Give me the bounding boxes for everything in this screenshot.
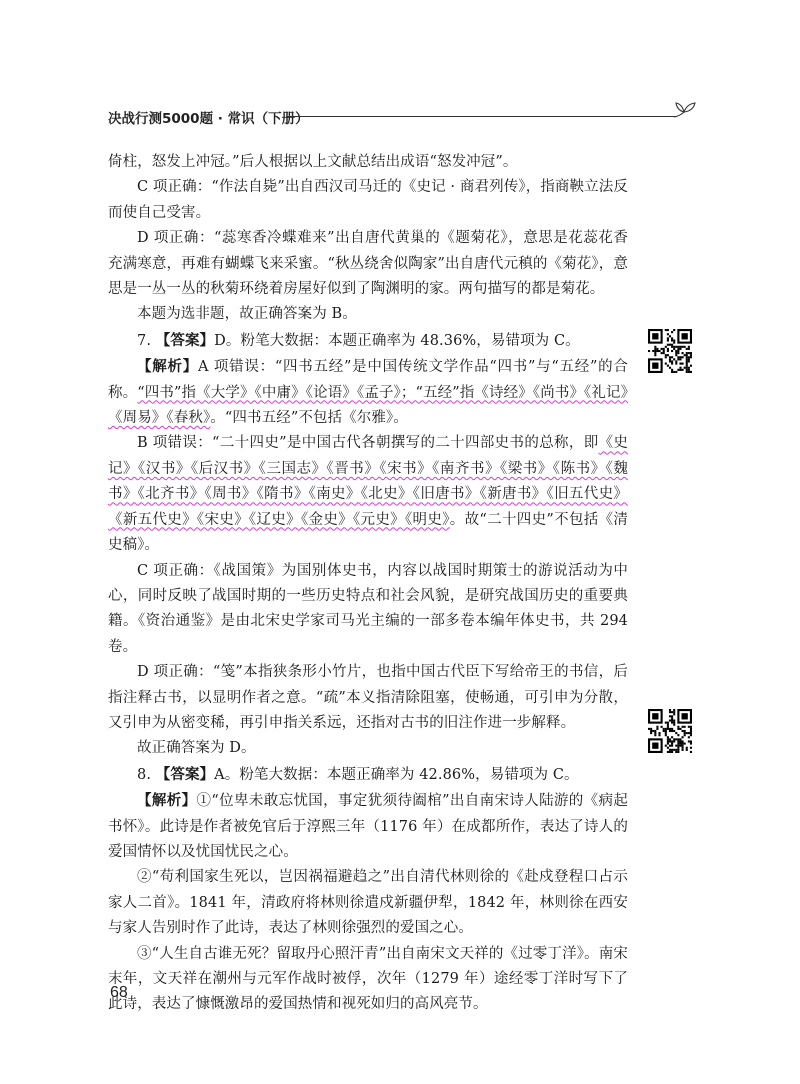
- highlighted-text: 《史记》《汉书》《后汉书》《三国志》《晋书》《宋书》《南齐书》《梁书》《陈书》《魏书》《北齐书》《周书》《隋书》《南史》《北史》《旧唐书》《新唐书》《旧五代史》《新五代史》《宋史》《辽史》《金史》《元史》《明史》: [108, 435, 629, 528]
- text-run: 8.: [137, 766, 156, 783]
- text-run: D 项正确：“蕊寒香冷蝶难来”出自唐代黄巢的《题菊花》，意思是花蕊花香充满寒意，再难有蝴蝶飞来采蜜。“秋丛绕舍似陶家”出自唐代元稹的《菊花》，意思是一丛一丛的秋菊环绕着房屋好似到了陶渊明的家。两句描写的都是菊花。: [108, 230, 628, 298]
- paragraph: [108, 150, 628, 175]
- paragraph: [108, 736, 628, 761]
- paragraph: [108, 942, 628, 1018]
- paragraph: [108, 302, 628, 327]
- paragraph: [108, 865, 628, 941]
- paragraph: [108, 354, 628, 431]
- paragraph: [108, 328, 628, 354]
- text-run: ②“苟利国家生死以，岂因祸福避趋之”出自清代林则徐的《赴戍登程口占示家人二首》。1841 年，清政府将林则徐遣戍新疆伊犁，1842 年，林则徐在西安与家人告别时作了此诗，表达了林则徐强烈的爱国之心。: [108, 869, 628, 937]
- highlighted-text: “四书”指《大学》《中庸》《论语》《孟子》；“五经”指《诗经》《尚书》《礼记》《周易》《春秋》: [108, 384, 628, 427]
- text-run: 倚柱，怒发上冲冠。”后人根据以上文献总结出成语“怒发冲冠”。: [108, 154, 518, 170]
- text-run: ③“人生自古谁无死？留取丹心照汗青”出自南宋文天祥的《过零丁洋》。南宋末年，文天祥在潮州与元军作战时被俘，次年（1279 年）途经零丁洋时写下了此诗，表达了慷慨激昂的爱国热情和视死如归的高风亮节。: [108, 945, 628, 1013]
- text-run: A 项错误：“四书五经”是中国传统文学作品“四书”与“五经”的合称。: [108, 359, 628, 401]
- paragraph: [108, 431, 628, 558]
- sprout-icon: [672, 100, 698, 124]
- text-run: D。粉笔大数据：本题正确率为 48.36%，易错项为 C。: [214, 332, 580, 349]
- paragraph: [108, 559, 628, 661]
- text-run: D 项正确：“笺”本指狭条形小竹片，也指中国古代臣下写给帝王的书信，后指注释古书，以显明作者之意。“疏”本义指清除阻塞，使畅通，可引申为分散，又引申为从密变稀，再引申指关系远，还指对古书的旧注作进一步解释。: [108, 664, 628, 731]
- text-run: 。“四书五经”不包括《尔雅》。: [210, 410, 408, 427]
- section-marker: 【答案】: [155, 765, 215, 783]
- text-run: B 项错误：“二十四史”是中国古代各朝撰写的二十四部史书的总称，即: [137, 435, 599, 452]
- paragraph: [108, 788, 628, 865]
- qr-code-icon[interactable]: [648, 329, 692, 373]
- text-run: C 项正确：《战国策》为国别体史书，内容以战国时期策士的游说活动为中心，同时反映了战国时期的一些历史特点和社会风貌，是研究战国历史的重要典籍。《资治通鉴》是由北宋史学家司马光主编的一部多卷本编年体史书，共 294 卷。: [108, 562, 628, 655]
- text-run: C 项正确：“作法自毙”出自西汉司马迁的《史记 · 商君列传》，指商鞅立法反而使自己受害。: [108, 179, 628, 221]
- page-number: 68: [110, 984, 128, 1001]
- header-title: 决战行测5000题 · 常识（下册）: [108, 111, 309, 127]
- header-rule: [286, 116, 676, 117]
- paragraph: [108, 226, 628, 302]
- text-run: 本题为选非题，故正确答案为 B。: [137, 306, 357, 323]
- text-run: 。故“二十四史”不包括《清史稿》。: [108, 511, 629, 554]
- section-marker: 【解析】: [137, 792, 197, 810]
- text-run: 故正确答案为 D。: [137, 740, 256, 757]
- running-header: [108, 100, 698, 132]
- section-marker: 【解析】: [137, 358, 198, 376]
- body-text: [108, 150, 628, 1018]
- text-run: ①“位卑未敢忘忧国，事定犹须待阖棺”出自南宋诗人陆游的《病起书怀》。此诗是作者被免官后于淳熙三年（1176 年）在成都所作，表达了诗人的爱国情怀以及忧国忧民之心。: [108, 793, 628, 860]
- qr-code-icon[interactable]: [648, 709, 692, 753]
- text-run: 7.: [137, 332, 156, 349]
- paragraph: [108, 660, 628, 736]
- paragraph: [108, 762, 628, 788]
- paragraph: [108, 175, 628, 226]
- section-marker: 【答案】: [155, 331, 215, 349]
- text-run: A。粉笔大数据：本题正确率为 42.86%，易错项为 C。: [214, 766, 579, 783]
